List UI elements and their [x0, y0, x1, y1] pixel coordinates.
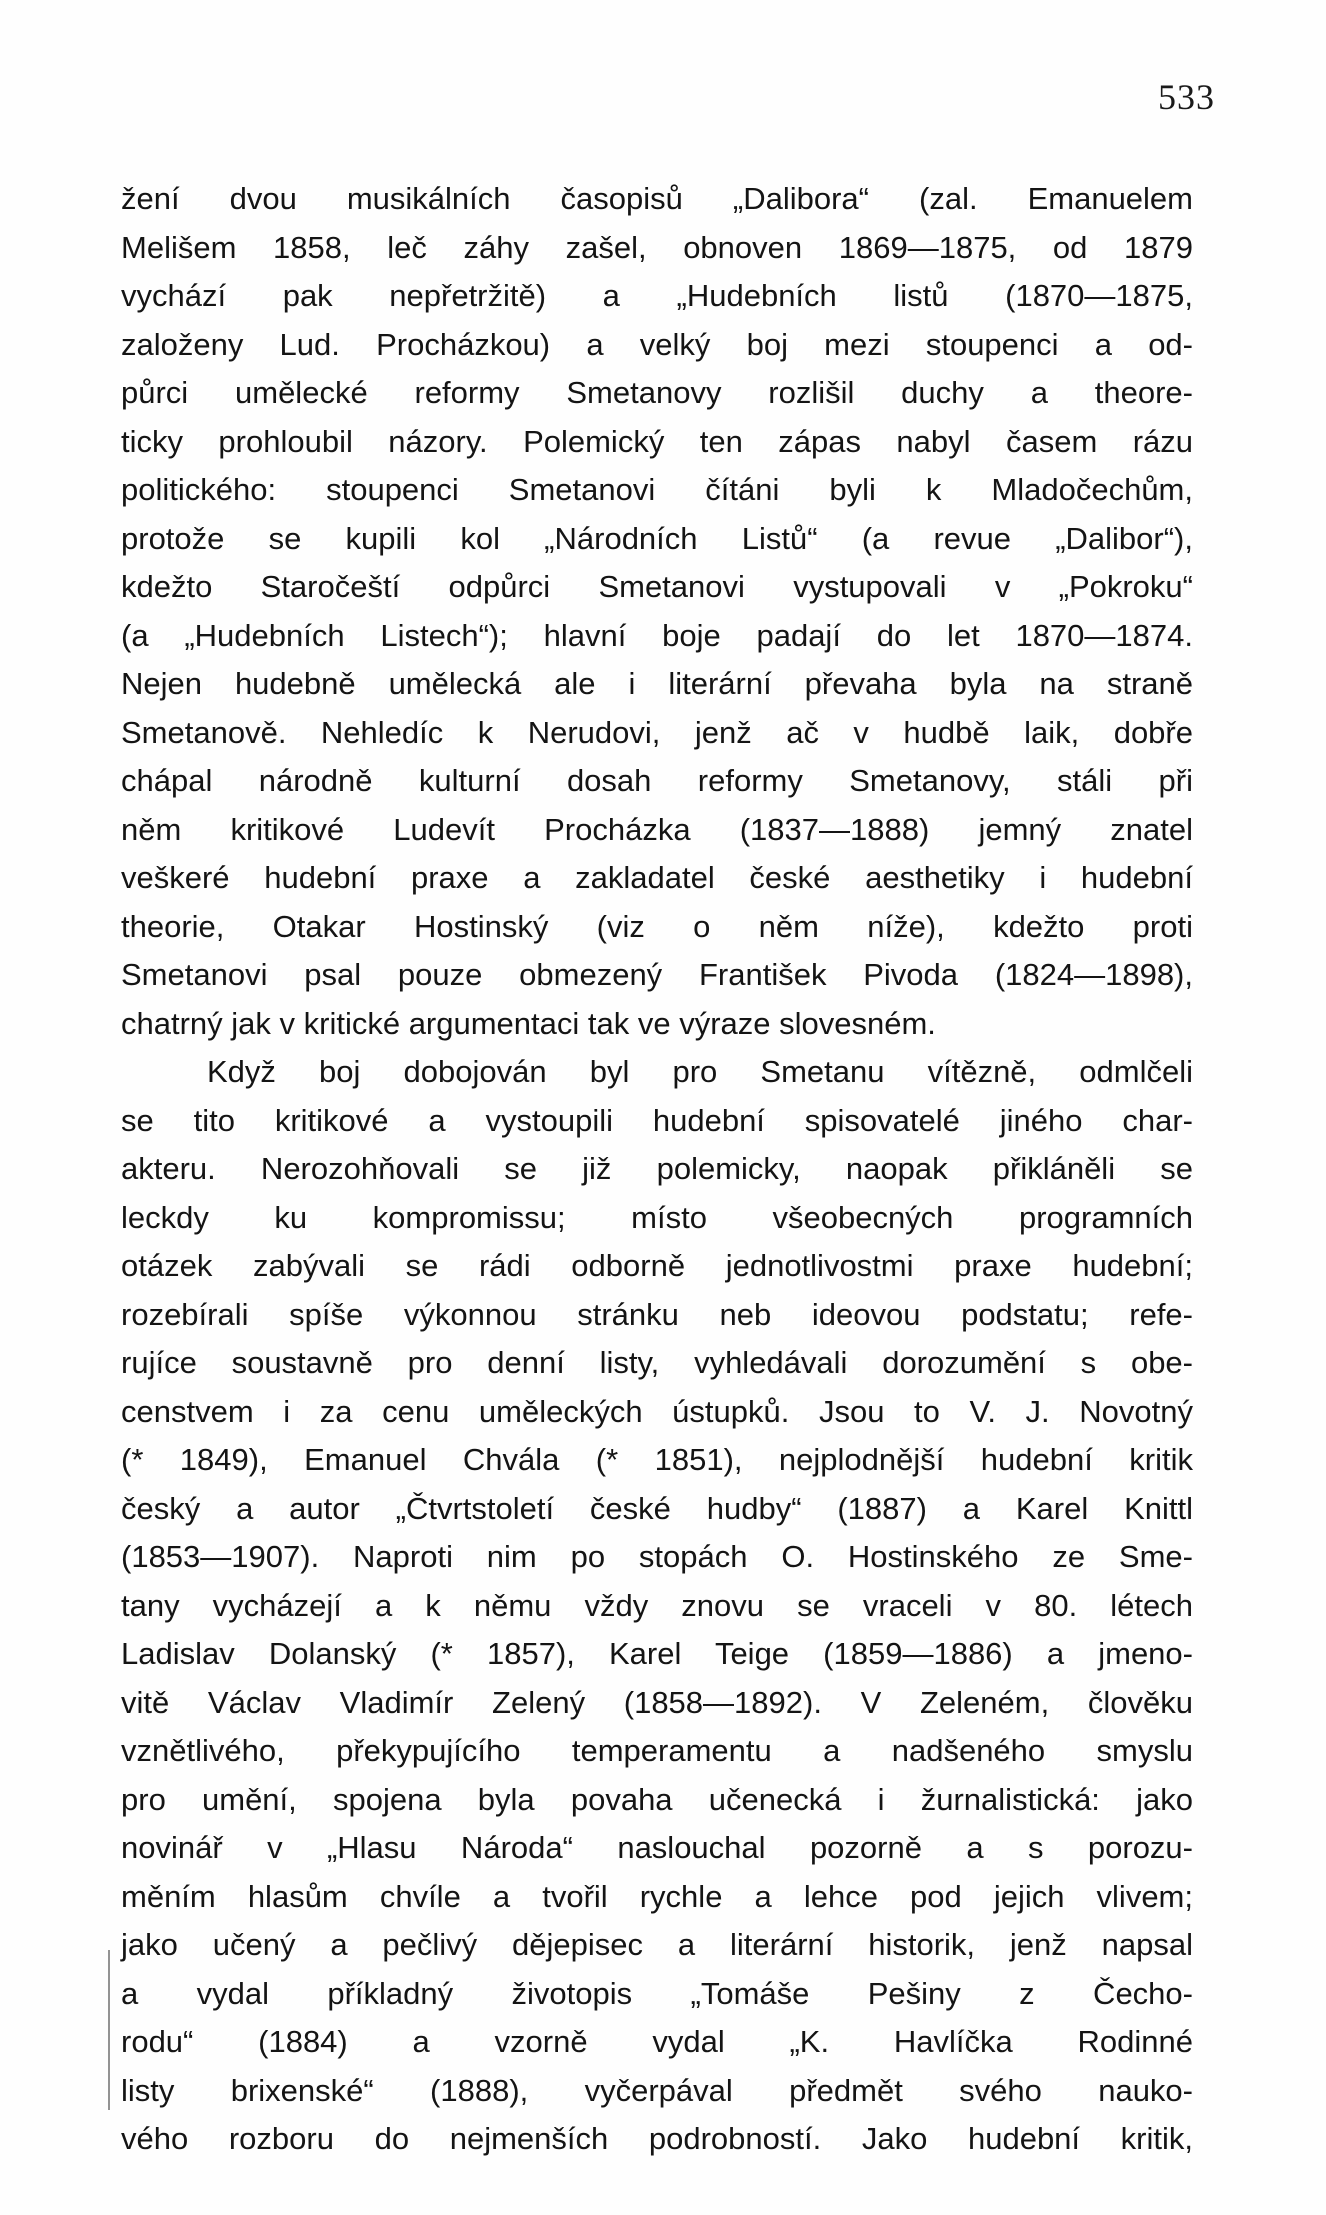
- text-line: listy brixenské“ (1888), vyčerpával předmět svého nauko-: [121, 2072, 1193, 2108]
- page-number: 533: [1158, 77, 1215, 117]
- text-line: založeny Lud. Procházkou) a velký boj mezi stoupenci a od-: [121, 326, 1193, 362]
- text-line: censtvem i za cenu uměleckých ústupků. Jsou to V. J. Novotný: [121, 1393, 1193, 1429]
- text-line: měním hlasům chvíle a tvořil rychle a lehce pod jejich vlivem;: [121, 1878, 1193, 1914]
- text-line: kdežto Staročeští odpůrci Smetanovi vystupovali v „Pokroku“: [121, 569, 1193, 604]
- text-line: pro umění, spojena byla povaha učenecká i žurnalistická: jako: [121, 1781, 1193, 1817]
- text-line: protože se kupili kol „Národních Listů“ (a revue „Dalibor“),: [121, 520, 1193, 556]
- text-line: veškeré hudební praxe a zakladatel české aesthetiky i hudební: [121, 860, 1193, 895]
- text-line: Melišem 1858, leč záhy zašel, obnoven 1869—1875, od 1879: [121, 229, 1193, 265]
- text-line: rodu“ (1884) a vzorně vydal „K. Havlíčka Rodinné: [121, 2024, 1193, 2059]
- text-line: a vydal příkladný životopis „Tomáše Pešiny z Čecho-: [121, 1975, 1193, 2011]
- text-line: žení dvou musikálních časopisů „Dalibora“ (zal. Emanuelem: [121, 181, 1193, 216]
- text-line: vychází pak nepřetržitě) a „Hudebních listů (1870—1875,: [121, 278, 1193, 313]
- text-line: Nejen hudebně umělecká ale i literární převaha byla na straně: [121, 666, 1193, 701]
- text-line: ticky prohloubil názory. Polemický ten zápas nabyl časem rázu: [121, 423, 1193, 459]
- text-line: Smetanovi psal pouze obmezený František Pivoda (1824—1898),: [121, 957, 1193, 992]
- body-text: [121, 175, 1193, 2164]
- text-line: Smetanově. Nehledíc k Nerudovi, jenž ač v hudbě laik, dobře: [121, 714, 1193, 750]
- text-line: (1853—1907). Naproti nim po stopách O. Hostinského ze Sme-: [121, 1539, 1193, 1574]
- text-line: tany vycházejí a k němu vždy znovu se vraceli v 80. létech: [121, 1587, 1193, 1623]
- text-line: vitě Václav Vladimír Zelený (1858—1892). V Zeleném, člověku: [121, 1684, 1193, 1720]
- text-line: chápal národně kulturní dosah reformy Smetanovy, stáli při: [121, 763, 1193, 798]
- text-line: český a autor „Čtvrtstoletí české hudby“ (1887) a Karel Knittl: [121, 1490, 1193, 1526]
- text-line: otázek zabývali se rádi odborně jednotlivostmi praxe hudební;: [121, 1248, 1193, 1283]
- text-line: se tito kritikové a vystoupili hudební spisovatelé jiného char-: [121, 1102, 1193, 1138]
- text-line: vého rozboru do nejmenších podrobností. Jako hudební kritik,: [121, 2121, 1193, 2156]
- binding-edge-mark: [108, 1950, 116, 2110]
- text-line: politického: stoupenci Smetanovi čítáni byli k Mladočechům,: [121, 472, 1193, 507]
- text-line: theorie, Otakar Hostinský (viz o něm níže), kdežto proti: [121, 908, 1193, 944]
- paragraph-end-line: chatrný jak v kritické argumentaci tak ve výraze slovesném.: [121, 1005, 936, 1041]
- text-line: akteru. Nerozohňovali se již polemicky, naopak přikláněli se: [121, 1151, 1193, 1186]
- text-line: Ladislav Dolanský (* 1857), Karel Teige (1859—1886) a jmeno-: [121, 1636, 1193, 1671]
- text-line: novinář v „Hlasu Národa“ naslouchal pozorně a s porozu-: [121, 1830, 1193, 1865]
- text-line: půrci umělecké reformy Smetanovy rozlišil duchy a theore-: [121, 375, 1193, 410]
- paragraph-start-line: Když boj dobojován byl pro Smetanu vítězně, odmlčeli: [207, 1054, 1193, 1089]
- text-line: něm kritikové Ludevít Procházka (1837—1888) jemný znatel: [121, 811, 1193, 847]
- text-line: (a „Hudebních Listech“); hlavní boje padají do let 1870—1874.: [121, 617, 1193, 653]
- text-line: vznětlivého, překypujícího temperamentu a nadšeného smyslu: [121, 1733, 1193, 1768]
- text-line: (* 1849), Emanuel Chvála (* 1851), nejplodnější hudební kritik: [121, 1442, 1193, 1477]
- text-line: rozebírali spíše výkonnou stránku neb ideovou podstatu; refe-: [121, 1296, 1193, 1332]
- text-line: jako učený a pečlivý dějepisec a literární historik, jenž napsal: [121, 1927, 1193, 1962]
- text-line: leckdy ku kompromissu; místo všeobecných programních: [121, 1199, 1193, 1235]
- text-line: rujíce soustavně pro denní listy, vyhledávali dorozumění s obe-: [121, 1345, 1193, 1380]
